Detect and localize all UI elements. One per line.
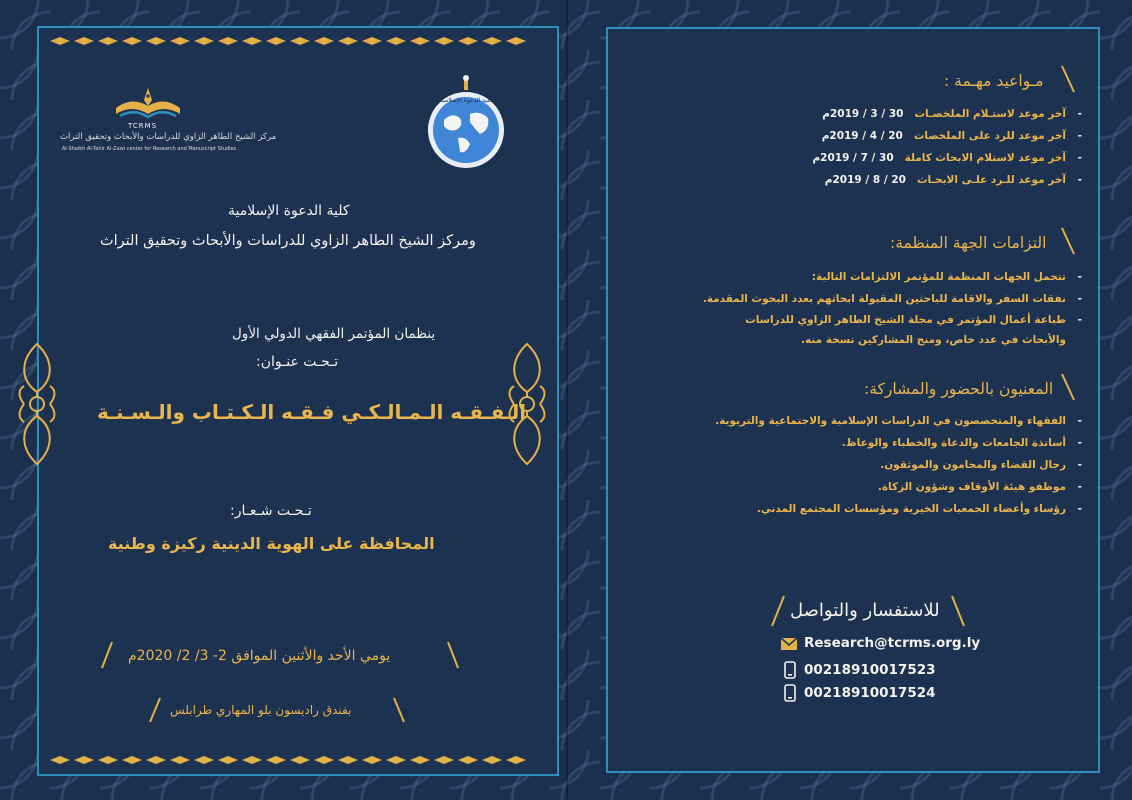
audience-item: - رجال القضاء والمحامون والموثقون. <box>880 459 1082 471</box>
email-icon <box>780 637 798 651</box>
audience-title: المعنيون بالحضور والمشاركة: <box>864 380 1054 398</box>
deadline-item: - آخر موعد لاستلام الابحاث كاملة 30 / 7 / 2019م <box>812 152 1082 164</box>
commitments-list <box>702 266 1082 350</box>
deadline-item: - آخر موعد لاستـلام الملخصـات 30 / 3 / 2019م <box>822 108 1082 120</box>
audience-item: - الفقهاء والمتخصصون في الدراسات الإسلامية والاجتماعية والتربوية. <box>715 415 1082 427</box>
contact-email[interactable]: Research@tcrms.org.ly <box>804 635 981 651</box>
conference-title: الـفـقـه الـمـالـكـي فـقـه الـكـتـاب والـسـنـة <box>97 400 527 424</box>
tcrms-logo <box>60 86 277 166</box>
conference-venue: بفندق راديسون بلو المهاري طرابلس <box>170 703 352 717</box>
venue-bracket-right <box>392 696 406 724</box>
audience-item: - رؤساء وأعضاء الجمعيات الخيرية ومؤسسات المجتمع المدني. <box>756 503 1082 515</box>
logo-abbr: TCRMS <box>128 122 158 130</box>
audience-item: - موظفو هيئة الأوقاف وشؤون الزكاة. <box>877 481 1082 493</box>
date-bracket-left <box>100 640 114 670</box>
org-line-1: كلية الدعوة الإسلامية <box>228 203 350 219</box>
deadlines-title: مـواعيد مهـمة : <box>944 72 1044 90</box>
section-bracket-deadlines <box>1060 64 1076 94</box>
logo-arabic-name: مركز الشيخ الطاهر الزاوي للدراسات والأبحاث وتحقيق التراث <box>60 132 277 142</box>
contact-title: للاستفسار والتواصل <box>790 600 940 621</box>
commitment-item: - تتحمل الجهات المنظمة للمؤتمر الالتزامات التالية: <box>811 271 1082 283</box>
deadline-item: - آخر موعد للرد على الملخصات 20 / 4 / 2019م <box>821 130 1082 142</box>
deadlines-list <box>812 103 1082 191</box>
contact-bracket-right <box>950 594 966 628</box>
page-fold <box>566 0 568 800</box>
commitments-title: التزامات الجهة المنظمة: <box>890 234 1047 252</box>
audience-list <box>715 410 1082 520</box>
globe-logo-label: كلية الدعوة الإسلامية <box>439 97 493 104</box>
section-bracket-audience <box>1060 372 1076 402</box>
contact-bracket-left <box>770 594 786 628</box>
top-diamonds-left <box>50 37 526 45</box>
under-slogan-label: تـحـت شـعـار: <box>230 503 312 519</box>
audience-item: - أساتذة الجامعات والدعاة والخطباء والوعاظ. <box>841 437 1082 449</box>
conference-date: يومي الأحد والأثنين الموافق 2- 3/ 2/ 2020م <box>128 648 391 664</box>
commitment-item: - طباعة أعمال المؤتمر في مجلة الشيخ الطاهر الزاوي للدراسات والأبحاث في عدد خاص، ومنح المشاركين نسخة منه. <box>745 314 1082 346</box>
venue-bracket-left <box>148 696 162 724</box>
phone-icon <box>784 661 796 679</box>
logo-english-name: Al-Shaikh Al-Tahir Al-Zawi center for Research and Manuscript Studies <box>61 146 237 152</box>
contact-phone-2[interactable]: 00218910017524 <box>804 685 936 701</box>
date-bracket-right <box>446 640 460 670</box>
under-title-label: تـحـت عنـوان: <box>256 354 339 370</box>
book-pen-icon <box>112 86 184 124</box>
organize-line: ينظمان المؤتمر الفقهي الدولي الأول <box>232 326 436 342</box>
section-bracket-commitments <box>1060 226 1076 256</box>
globe-logo <box>418 74 514 170</box>
phone-icon <box>784 684 796 702</box>
commitment-item: - نفقات السفر والاقامة للباحثين المقبولة ابحاثهم بعدد البحوث المقدمة. <box>702 293 1082 305</box>
contact-phone-1[interactable]: 00218910017523 <box>804 662 936 678</box>
org-line-2: ومركز الشيخ الطاهر الزاوي للدراسات والأبحاث وتحقيق التراث <box>100 233 476 249</box>
left-side-ornament <box>16 340 58 468</box>
deadline-item: - آخر موعد للـرد علـى الابحـاث 20 / 8 / 2019م <box>824 174 1082 186</box>
conference-slogan: المحافظة على الهوية الدينية ركيزة وطنية <box>108 534 435 553</box>
bottom-diamonds-left <box>50 756 526 764</box>
